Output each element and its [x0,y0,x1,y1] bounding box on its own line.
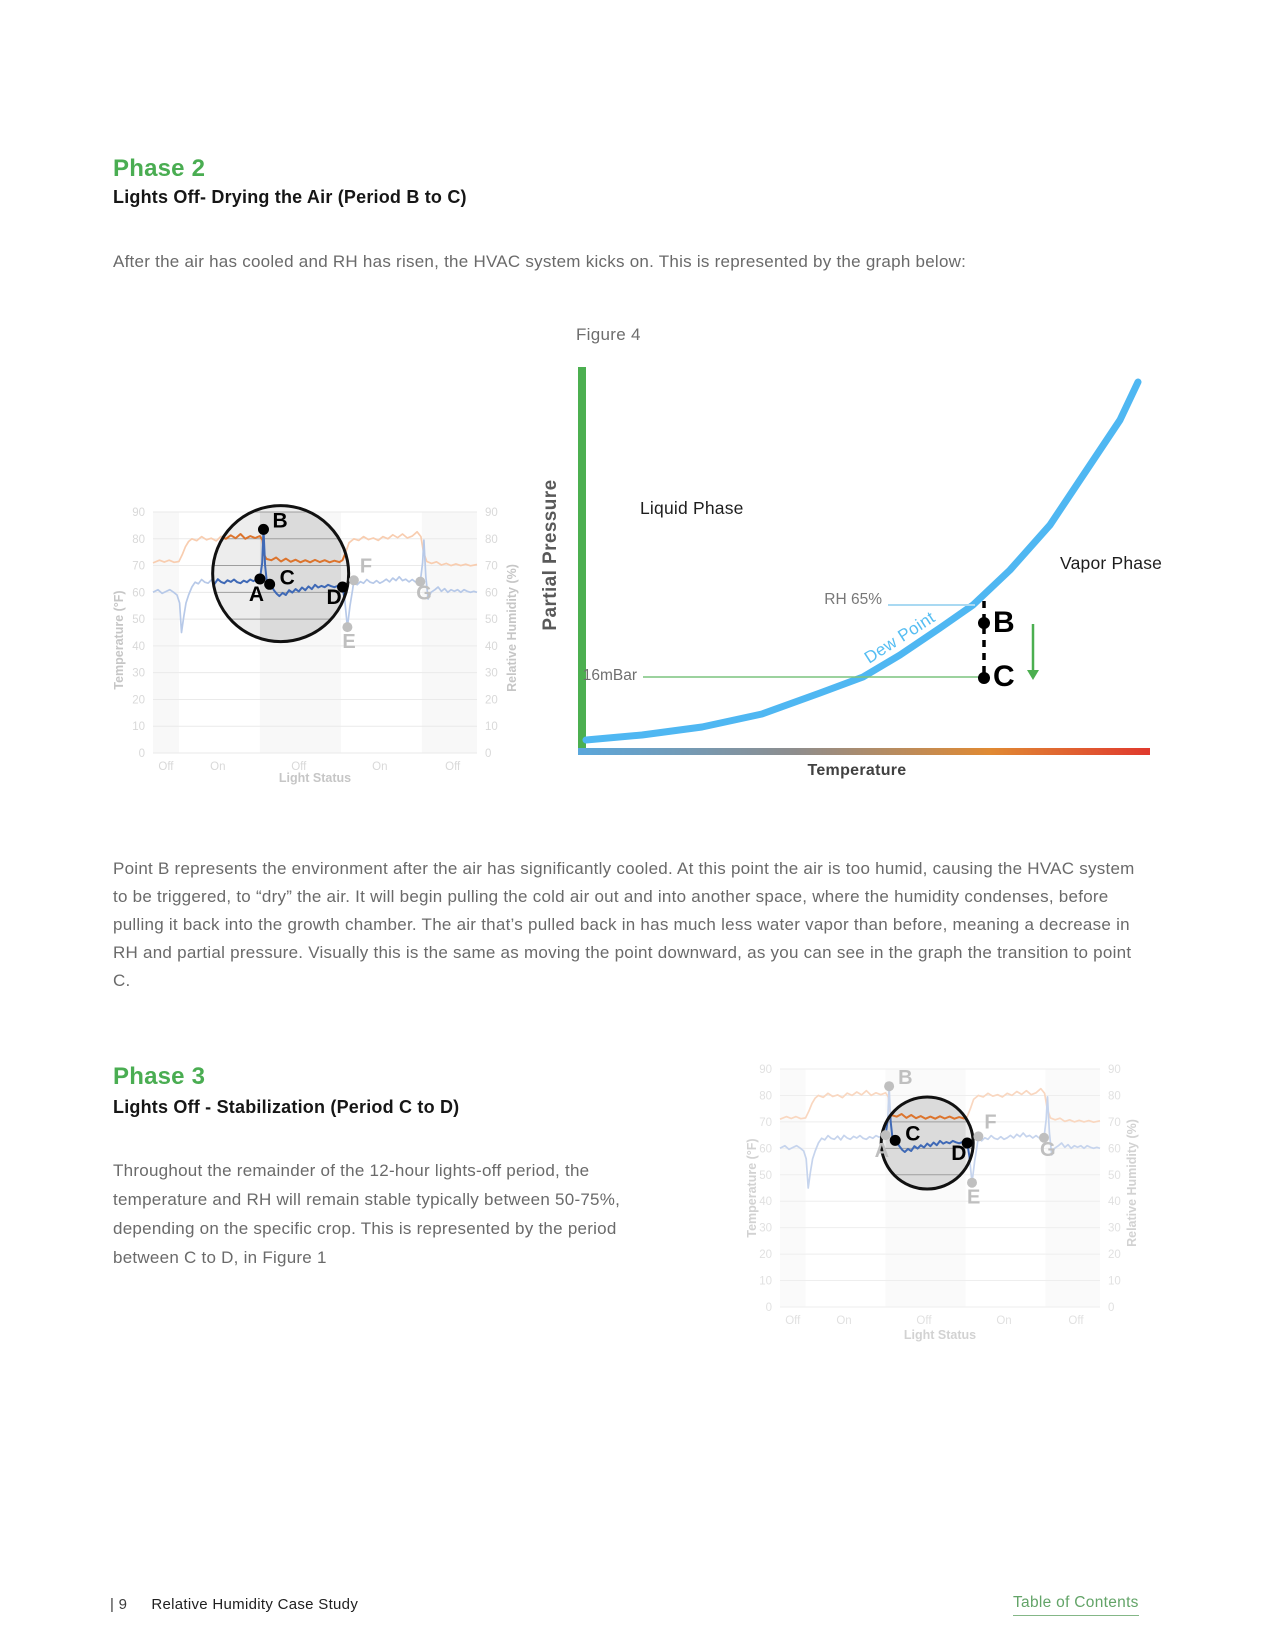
svg-text:30: 30 [759,1222,772,1235]
svg-text:60: 60 [1108,1143,1121,1156]
svg-text:Off: Off [916,1315,932,1327]
svg-text:Off: Off [785,1315,801,1327]
svg-text:70: 70 [759,1116,772,1129]
point-b-paragraph: Point B represents the environment after the air has significantly cooled. At this point the air is too humid, causing the HVAC system to be triggered, to “dry” the air. It will begin pulling the cold air out and into another space, where the humidity condenses, before pulling it back into the growth chamber. The air that’s pulled back in has much less water vapor than before, meaning a decrease in RH and partial pressure. Visually this is the same as moving the point downward, as you can see in the graph the transition to point C. [113,859,1135,990]
figure4-caption: Figure 4 [576,325,641,344]
svg-text:60: 60 [485,587,498,600]
svg-text:0: 0 [138,748,145,760]
svg-text:10: 10 [759,1275,772,1288]
svg-text:0: 0 [485,748,492,760]
svg-text:F: F [359,555,373,578]
y-axis-label-temperature: Temperature (°F) [112,590,126,690]
svg-text:0: 0 [1108,1302,1115,1314]
figure4-x-axis-label: Temperature [807,762,907,779]
svg-text:C: C [905,1122,921,1146]
svg-text:70: 70 [1108,1116,1121,1129]
svg-text:A: A [248,582,265,606]
y-axis-label-relative-humidity: Relative Humidity (%) [505,564,519,692]
svg-text:30: 30 [485,667,498,680]
svg-text:70: 70 [485,560,498,573]
svg-text:40: 40 [485,640,498,653]
x-axis-label-light-status: Light Status [903,1328,977,1342]
svg-text:60: 60 [759,1143,772,1156]
svg-text:0: 0 [765,1302,772,1314]
svg-text:20: 20 [1108,1249,1121,1262]
svg-text:40: 40 [1108,1196,1121,1209]
svg-text:40: 40 [759,1196,772,1209]
svg-text:70: 70 [132,560,145,573]
figure4 [552,318,1184,793]
svg-text:On: On [996,1315,1012,1327]
table-of-contents-link[interactable]: Table of Contents [1013,1594,1139,1616]
svg-text:On: On [836,1315,852,1327]
phase2-intro-paragraph: After the air has cooled and RH has risen, the HVAC system kicks on. This is represented by the graph below: [113,252,967,271]
svg-text:90: 90 [132,507,145,519]
svg-text:E: E [967,1186,981,1209]
svg-text:D: D [951,1142,967,1166]
svg-text:90: 90 [1108,1064,1121,1076]
svg-text:B: B [898,1067,913,1090]
svg-text:80: 80 [759,1090,772,1103]
svg-text:G: G [1040,1138,1056,1161]
svg-text:10: 10 [132,721,145,734]
figure4-y-axis-label: Partial Pressure [540,479,561,631]
svg-text:B: B [272,509,288,533]
svg-text:50: 50 [1108,1169,1121,1182]
16mbar-label: 16mBar [582,667,637,684]
svg-text:A: A [874,1140,890,1163]
svg-text:20: 20 [759,1249,772,1262]
phase3-paragraph: Throughout the remainder of the 12-hour lights-off period, the temperature and RH will remain stable typically between 50-75%, depending on the specific crop. This is represented by the period between C to D, in Figure 1 [113,1161,621,1267]
svg-text:Off: Off [158,761,174,773]
figure1-chart-top [95,465,525,795]
y-axis-label-relative-humidity: Relative Humidity (%) [1125,1119,1139,1247]
svg-text:50: 50 [759,1169,772,1182]
svg-text:Off: Off [1068,1315,1084,1327]
svg-text:80: 80 [132,533,145,546]
svg-text:80: 80 [485,533,498,546]
footer [110,1596,358,1613]
svg-text:20: 20 [132,694,145,707]
svg-text:90: 90 [485,507,498,519]
x-axis-label-light-status: Light Status [278,771,352,785]
y-axis-label-temperature: Temperature (°F) [745,1138,759,1238]
figure1-bottom-canvas [715,1015,1160,1350]
phase3-subtitle: Lights Off - Stabilization (Period C to D) [113,1097,460,1117]
svg-text:90: 90 [759,1064,772,1076]
svg-text:30: 30 [1108,1222,1121,1235]
phase2-heading: Phase 2 [113,155,206,182]
rh-65-label: RH 65% [824,591,882,608]
phase3-heading: Phase 3 [113,1063,206,1090]
page-number: | 9 [110,1596,128,1613]
svg-text:C: C [279,566,295,590]
footer-doc-title: Relative Humidity Case Study [151,1596,359,1613]
vapor-phase-label: Vapor Phase [1060,553,1163,573]
svg-text:Off: Off [291,761,307,773]
svg-text:On: On [372,761,388,773]
figure1-top-canvas [95,465,525,795]
svg-text:D: D [326,585,342,609]
svg-text:30: 30 [132,667,145,680]
point-b-label: B [993,606,1015,639]
dew-point-curve-label: Dew Point [860,607,939,668]
svg-text:E: E [342,631,356,654]
svg-text:10: 10 [485,721,498,734]
svg-text:50: 50 [132,614,145,627]
svg-text:40: 40 [132,640,145,653]
svg-text:Off: Off [445,761,461,773]
svg-text:20: 20 [485,694,498,707]
figure1-chart-bottom [715,1015,1160,1350]
svg-text:60: 60 [132,587,145,600]
svg-text:10: 10 [1108,1275,1121,1288]
phase2-subtitle: Lights Off- Drying the Air (Period B to C) [113,187,467,207]
svg-text:80: 80 [1108,1090,1121,1103]
svg-text:50: 50 [485,614,498,627]
svg-text:F: F [984,1111,997,1134]
svg-text:G: G [416,582,432,605]
point-c-label: C [993,660,1015,693]
svg-text:On: On [210,761,226,773]
liquid-phase-label: Liquid Phase [640,498,744,518]
